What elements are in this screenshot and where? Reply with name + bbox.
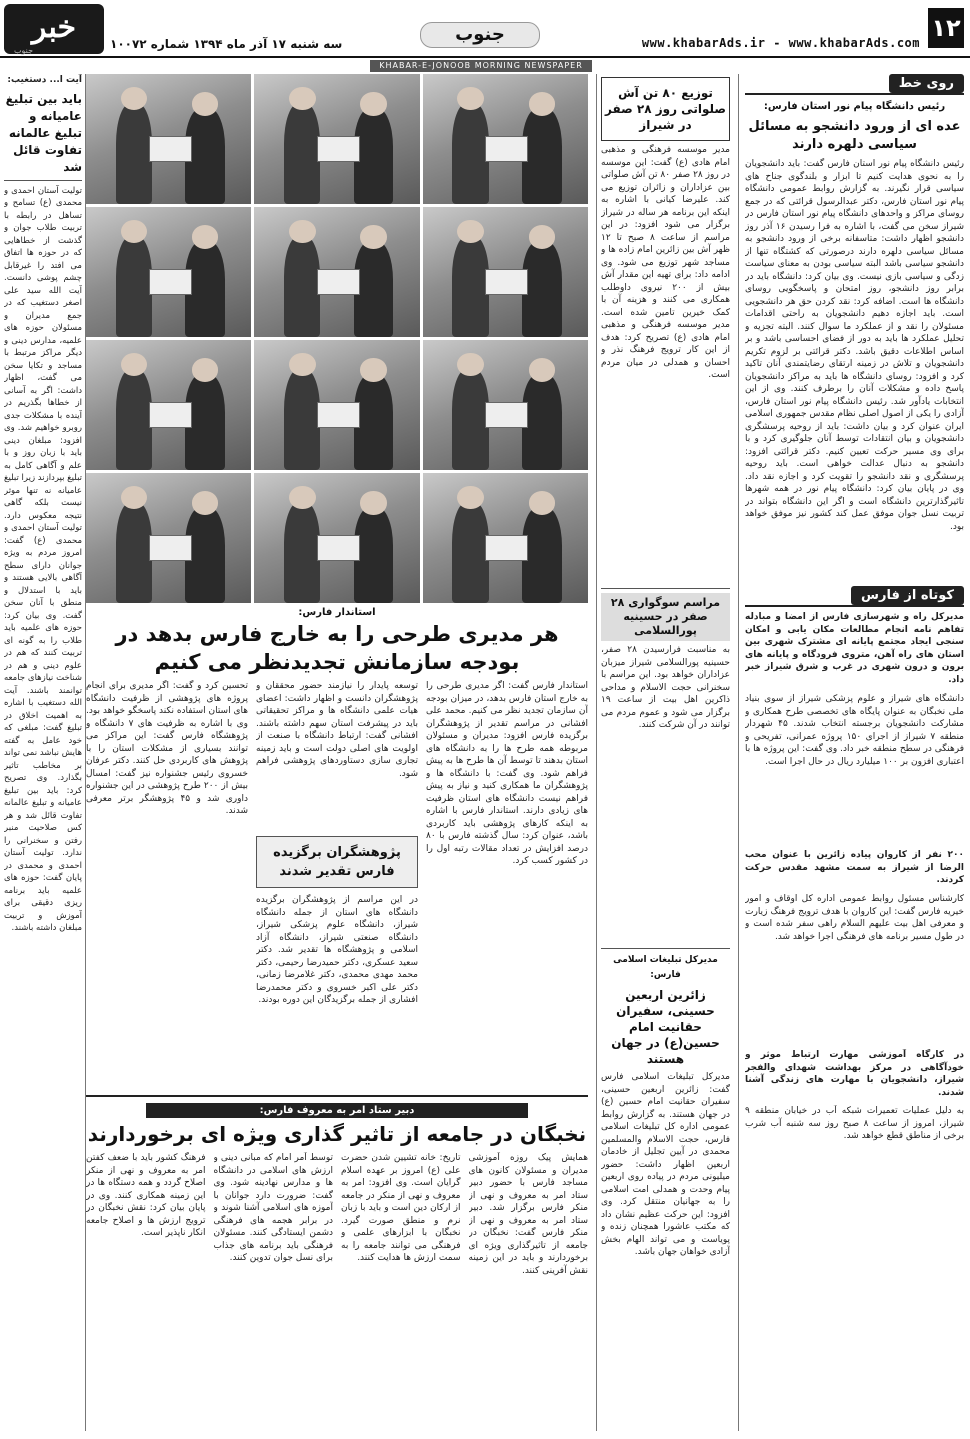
ceremony-photo[interactable] [423,340,588,470]
story2-columns [86,1152,588,1302]
kootah-item-1-lead: مدیرکل راه و شهرسازی فارس از امضا و مبادله تفاهم نامه انجام مطالعات مکان یابی و امکان سنجی ایجاد مجتمع پایانه ای مشترک شهری بین استان های راه آهن، متروی فرودگاه و پایانه های برون و درون شهری در غرب و شرق شیراز خبر داد. [745,612,964,685]
logo-text: خبر [31,10,77,45]
page-number: ۱۲ [928,8,964,48]
kootah-item-3-body: به دلیل عملیات تعمیرات شبکه آب در خیابان منطقه ۹ شیراز، امروز از ساعت ۸ صبح روز سه شنبه آب شرب برخی از مناطق قطع خواهد شد. [745,1106,964,1141]
ceremony-photo[interactable] [423,473,588,603]
researchers-box: پژوهشگران برگزیده فارس تقدیر شدند [256,836,418,888]
story-arbaeen-title[interactable]: زائرین اربعین حسینی، سفیران حقانیت امام حسین(ع) در جهان هستند [611,988,720,1066]
ceremony-photo[interactable] [254,340,419,470]
ceremony-photo[interactable] [86,340,251,470]
story-mourning-title[interactable]: مراسم سوگواری ۲۸ صفر در حسینیه پورالسلامی [601,593,730,641]
main-column [86,74,588,1431]
dastgheib-byline: آیت ا... دستغیب: [7,75,82,85]
story2-body-col3: توسط آمر امام که مبانی دینی و ارزش های اسلامی در دانشگاه ها و مدارس نهادینه شود. وی گفت: ضرورت دارد جوانان با آموزه های اسلامی آشنا شوند و در برابر هجمه های فرهنگی دشمن ایستادگی کنند. مسئولان فرهنگی باید برنامه های جذاب برای نسل جوان تدوین کنند. [213,1153,333,1263]
story-arbaeen-kicker: مدیرکل تبلیغات اسلامی فارس: [613,955,718,980]
kootah-item-2-lead: ۲۰۰ نفر از کاروان پیاده زائرین با عنوان محب الرضا از شیراز به سمت مشهد مقدس حرکت کردند. [745,850,964,885]
ceremony-photo[interactable] [86,74,251,204]
ceremony-photo[interactable] [86,207,251,337]
divider [601,948,730,949]
section-title: جنوب [420,22,540,48]
ceremony-photo[interactable] [423,74,588,204]
story2-body-col4: فرهنگ کشور باید با ضعف کفتن امر به معروف و نهی از منکر اصلاح گردد و همه دستگاه ها در این زمینه همکاری کنند. وی در پایان بیان کرد: نقش نخبگان در ترویج ارزش ها و اصلاح جامعه انکار ناپذیر است. [86,1153,206,1238]
story2-body-col1: همایش پیک روزه آموزشی مدیران و مسئولان کانون های مساجد فارس با حضور دبیر ستاد امر به معروف و نهی از منکر فارس برگزار شد. دبیر ستاد امر به معروف و نهی از منکر فارس گفت: نخبگان در جامعه از تاثیرگذاری ویژه ای برخوردارند و باید در این زمینه نقش آفرینی کنند. [468,1153,588,1276]
kootah-header [745,586,964,607]
story-mourning-body: به مناسبت فرارسیدن ۲۸ صفر، حسینیه پورالسلامی شیراز میزبان عزاداران خواهد بود. این مراسم با سخنرانی حجت الاسلام و مداحی ذاکرین اهل بیت از ساعت ۱۹ برگزار می شود و عموم مردم می توانند در آن شرکت کنند. [601,645,730,730]
story1-title[interactable]: عده ای از ورود دانشجو به مسائل سیاسی دلهره دارند [748,119,961,152]
story-ash-title-box [601,77,730,141]
rooye-khat-header [745,74,964,95]
divider [4,180,82,181]
rooye-khat-label: روی خط [889,74,964,93]
researchers-body: در این مراسم از پژوهشگران برگزیده دانشگاه های استان از جمله دانشگاه شیراز، دانشگاه علوم پزشکی شیراز، دانشگاه صنعتی شیراز، دانشگاه آزاد اسلامی و پژوهشگاه ها تقدیر شد. دکتر سعید عسکری، دکتر حمیدرضا رحیمی، دکتر محمد مهدی محمدی، دکتر غلامرضا زمانی، دکتر علی اکبر خسروی و دکتر محمدرضا افشاری از جمله برگزیدگان این دوره بودند. [256,895,418,1005]
story-arbaeen-body: مدیرکل تبلیغات اسلامی فارس گفت: زائرین اربعین حسینی، سفیران حقانیت امام حسین (ع) در جهان هستند. به گزارش روابط عمومی اداره کل تبلیغات اسلامی فارس، حجت الاسلام والمسلمین محمدی در آیین تجلیل از خادمان اربعین اظهار داشت: حضور میلیونی مردم در پیاده روی اربعین پیام وحدت و همدلی امت اسلامی را به جهانیان منتقل کرد. وی افزود: این حرکت عظیم نشان داد که مکتب عاشورا همچنان زنده و پویاست و می تواند الهام بخش آزادی خواهان جهان باشد. [601,1072,730,1257]
story-separator [86,1095,588,1097]
story1-body: رئیس دانشگاه پیام نور استان فارس گفت: باید دانشجویان را به نحوی هدایت کنیم تا ابزار و بلندگوی جناح های سیاسی قرار نگیرند. به گزارش روابط عمومی دانشگاه پیام نور استان فارس، دکتر عبدالرسول قرائتی که در جمع روسای مراکز و واحدهای دانشگاه پیام نور استان فارس در شیراز سخن می گفت، با اشاره به فرا رسیدن ۱۶ آذر روز دانشجو اظهار داشت: متاسفانه برخی از ورود دانشجو به مسائل سیاسی دلهره دارند درصورتی که کشتگاه تنها از دانشجو سیاسی باشد البته سیاسی بودن به معنای سیاست زدگی و سیاسی بازی نیست. وی بیان کرد: دانشگاه باید در برابر روز دانشجو، روز امتحان و پاسخگویی روسای دانشگاه ها است. اضافه کرد: نقد کردن حق هر دانشجویی است. باید اجازه دهیم دانشجویان به راحتی اقدامات مسئولان را نقد و از عملکرد ما سوال کنند. البته تجزیه و تحلیل عملکرد ها باید به دور از فضای احساسی باشد و بر اساس اطلاعات دقیق باشد. دکتر قرائتی بر لزوم تکریم دانشجویان و تلاش در زمینه ارتقای رضایتمندی آنان تاکید کرد و افزود: روسای دانشگاه ها باید به مراکز دانشجویان پاسخ داده و مشکلات آنان را برطرف کنند. وی از این انتخابات یادآور شد. رئیس دانشگاه پیام نور استان فارس، آزادی را یکی از اصول اصلی نظام مقدس جمهوری اسلامی ایران عنوان کرد و بیان داشت: باید از روحیه پرسشگری دانشجویان و بیان انتقادات توسط آنان جلوگیری کرد و با برای وی مسیر حرکت تعیین کنیم. دکتر قرائتی افزود: دانشجو به دنبال عدالت خواهی است. باید روحیه پرسشگری و نقد دانشجو را تقویت کرد و اجازه نقد داد. وی در پایان بیان کرد: دانشگاه پیام نور در همه شهرها تاثیرگذارترین دانشگاه است و اگر این دانشگاه بتواند در تربیت نسل جوان موفق عمل کند کشور نیز موفق خواهد بود. [745,159,964,532]
story2-kicker: دبیر ستاد امر به معروف فارس: [146,1103,528,1118]
story1-kicker: رئیس دانشگاه پیام نور استان فارس: [763,101,946,112]
right-column [738,74,964,1431]
ceremony-photo[interactable] [254,473,419,603]
page-header [0,0,970,58]
left-column [4,74,86,1431]
dastgheib-title[interactable]: باید بین تبلیغ عامیانه و تبلیغ عالمانه تفاوت قائل شد [5,91,82,174]
kootah-label: کوتاه از فارس [851,586,964,605]
main-headline[interactable]: هر مدیری طرحی را به خارج فارس بدهد در بودجه سازمانش تجدیدنظر می کنیم [115,622,559,674]
dastgheib-body: تولیت آستان احمدی و محمدی (ع) تسامح و تساهل در رابطه با تربیت طلاب جوان و گذشت از خطاهایی که در حوزه ها اتفاق می افتد را غیرقابل چشم پوشی دانست. آیت الله سید علی اصغر دستغیب که در جمع مدیران و مسئولان حوزه های علمیه، مدارس دینی و دیگر مراکز مرتبط با مساجد و تکایا سخن می گفت، اظهار داشت: اگر به آسانی از خطاها بگذریم در آینده با مشکلات جدی روبرو خواهیم شد. وی افزود: مبلغان دینی باید با زبان روز و با علم و آگاهی کامل به تبلیغ بپردازند زیرا تبلیغ عامیانه نه تنها موثر نیست بلکه گاهی نتیجه معکوس دارد. تولیت آستان احمدی و محمدی (ع) گفت: امروز مردم به ویژه جوانان دارای سطح آگاهی بالایی هستند و باید با استدلال و منطق با آنان سخن گفت. وی بیان کرد: حوزه های علمیه باید طلاب را به گونه ای تربیت کنند که هم در علوم دینی و هم در شناخت نیازهای جامعه توانمند باشند. آیت الله دستغیب با اشاره به اهمیت اخلاق در تبلیغ گفت: مبلغی که خود عامل به گفته هایش نباشد نمی تواند بر مخاطب تاثیر بگذارد. وی تصریح کرد: باید بین تبلیغ عامیانه و تبلیغ عالمانه تفاوت قائل شد و هر کس صلاحیت منبر رفتن و سخنرانی را ندارد. تولیت آستان احمدی و محمدی در پایان گفت: حوزه های علمیه باید برنامه ریزی دقیقی برای آموزش و تربیت مبلغان داشته باشند. [4,185,82,933]
newspaper-logo [4,4,104,54]
website-url[interactable]: www.khabarAds.ir - www.khabarAds.com [641,36,920,50]
main-body-col3: تحسین کرد و گفت: اگر مدیری برای انجام پروژه های پژوهشی از ظرفیت دانشگاه های استان استفاده نکند پاسخگو خواهد بود. وی با اشاره به ظرفیت های ۷ دانشگاه و پژوهشگاه فارس گفت: این مراکز می توانند بسیاری از مشکلات استان را با پژوهش های کاربردی حل کنند. دکتر عرفان خسروی رئیس جشنواره نیز گفت: امسال بیش از ۲۰۰ طرح پژوهشی در این جشنواره داوری شد و ۴۵ پژوهشگر برتر معرفی شدند. [86,681,248,816]
photo-grid [86,74,588,603]
ceremony-photo[interactable] [254,207,419,337]
story2-body-col2: تاریخ: خانه تشیین شدن حضرت علی (ع) امروز بر عهده اسلام گرایان است. وی افزود: امر به معروف و نهی از منکر در جامعه از ارکان دین است و باید با زبان نرم و منطق صورت گیرد. نخبگان با ابزارهای علمی و فرهنگی می توانند جامعه را به سمت ارزش ها هدایت کنند. [341,1153,461,1263]
main-body-col2: توسعه پایدار را نیازمند حضور محققان و پژوهشگران دانست و اظهار داشت: اعضای هیات علمی دانشگاه ها و مراکز تحقیقاتی باید در پیشرفت استان سهم داشته باشند. افشانی گفت: ارتباط دانشگاه با صنعت از اولویت های اصلی دولت است و باید زمینه تجاری سازی دستاوردهای پژوهشی فراهم شود. [256,681,418,779]
logo-subtitle: جنوب [14,46,34,55]
ceremony-photo[interactable] [86,473,251,603]
issue-date: سه شنبه ۱۷ آذر ماه ۱۳۹۴ شماره ۱۰۰۷۲ [110,37,343,51]
main-body-col1: استاندار فارس گفت: اگر مدیری طرحی را به خارج استان فارس بدهد، در میزان بودجه آن سازمان تجدید نظر می کنیم. محمد علی افشانی در مراسم تقدیر از پژوهشگران برگزیده فارس افزود: مدیران و مسئولان مربوطه همه طرح ها را به دانشگاه های استان بدهند تا توسط آن ها طرح ها به پیش فراهم شود. وی گفت: با دانشگاه ها و پژوهشگران ما همکاری کنید و نیاز به پیش فراهم نیست دانشگاه های استان ظرفیت های زیادی دارند. استاندار فارس با اشاره به اینکه کارهای پژوهشی باید کاربردی باشد، عنوان کرد: سال گذشته فارس با ۸۰ درصد افزایش در تعداد مقالات رتبه اول را در کشور کسب کرد. [426,681,588,866]
kootah-item-1-body: دانشگاه های شیراز و علوم پزشکی شیراز از سوی بنیاد ملی نخبگان به عنوان پایگاه های تخصصی طرح همکاری و مشارکت دانشجویان برجسته انتخاب شدند. ۴۵ شهردار منطقه ۷ شیراز از اجرای ۱۵۰ پروژه عمرانی، تفریحی و فرهنگی در سطح منطقه خبر داد. وی گفت: این پروژه ها با اعتباری افزون بر ۱۰۰ میلیارد ریال در حال اجرا است. [745,694,964,767]
story2-headline[interactable]: نخبگان در جامعه از تاثیر گذاری ویژه ای برخوردارند [87,1122,587,1146]
ceremony-photo[interactable] [254,74,419,204]
english-banner: KHABAR-E-JONOOB MORNING NEWSPAPER [370,60,592,72]
kootah-item-3-lead: در کارگاه آموزشی مهارت ارتباط موثر و خودآگاهی در مرکز بهداشت شهدای والفجر شیراز، دانشجویان با مهارت های زندگی آشنا شدند. [745,1050,964,1098]
mid-column [596,74,730,1431]
story-ash-body: مدیر موسسه فرهنگی و مذهبی امام هادی (ع) گفت: این موسسه در روز ۲۸ صفر ۸۰ تن آش صلواتی بین عزاداران و زائران توزیع می کند. علیرضا کیانی با اشاره به اینکه این برنامه هر ساله در شیراز برگزار می شود افزود: در این مراسم از ساعت ۸ صبح تا ۱۲ ظهر آش بین زائرین امام زاده ها و مساجد شهر توزیع می شود. وی ادامه داد: برای تهیه این مقدار آش بیش از ۲۰۰ نیروی داوطلب همکاری می کنند و هزینه آن با کمک خیرین تامین شده است. مدیر موسسه فرهنگی و مذهبی امام هادی (ع) تصریح کرد: هدف از این کار ترویج فرهنگ نذر و احسان و همدلی در میان مردم است. [601,145,730,380]
main-story-columns [86,680,588,1089]
ceremony-photo[interactable] [423,207,588,337]
story-ash-title[interactable]: توزیع ۸۰ تن آش صلواتی روز ۲۸ صفر در شیراز [605,86,726,132]
main-kicker: استاندار فارس: [298,607,376,618]
kootah-item-2-body: کارشناس مسئول روابط عمومی اداره کل اوقاف و امور خیریه فارس گفت: این کاروان با هدف ترویج فرهنگ زیارت و معرفی اهل بیت علیهم السلام راهی سفر شده است و در طول مسیر برنامه های فرهنگی اجرا خواهد شد. [745,894,964,942]
divider [601,588,730,589]
